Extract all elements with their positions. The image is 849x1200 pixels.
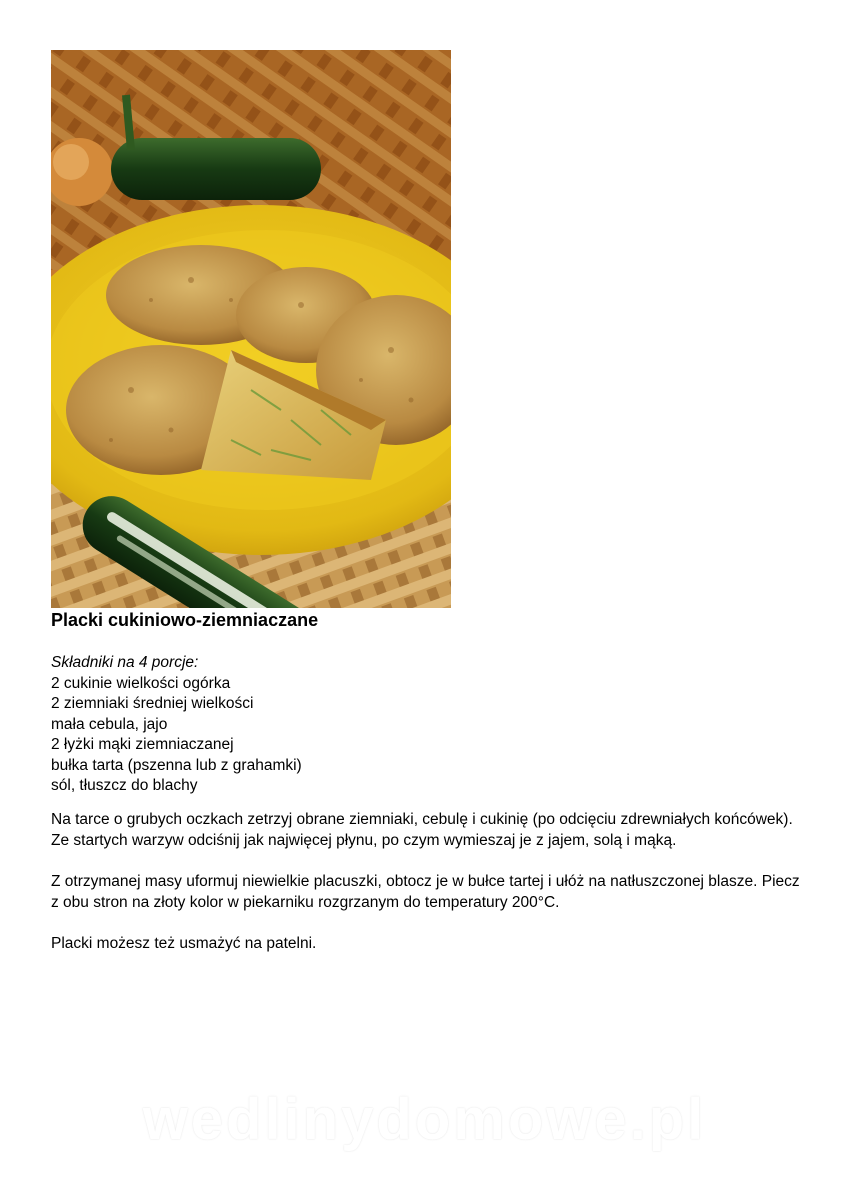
ingredient-item: sól, tłuszcz do blachy	[51, 777, 198, 794]
pancakes-photo-illustration	[51, 50, 451, 608]
ingredient-item: 2 łyżki mąki ziemniaczanej	[51, 736, 234, 753]
recipe-title: Placki cukiniowo-ziemniaczane	[51, 610, 319, 630]
preparation-steps	[51, 810, 801, 975]
watermark: wedlinydomowe.pl	[142, 1087, 707, 1152]
ingredients-list	[51, 653, 791, 797]
ingredient-item: bułka tarta (pszenna lub z grahamki)	[51, 756, 302, 774]
step-paragraph: Placki możesz też usmażyć na patelni.	[51, 935, 317, 953]
ingredients-heading: Składniki na 4 porcje:	[51, 654, 199, 671]
ingredient-item: mała cebula, jajo	[51, 715, 168, 733]
ingredient-item: 2 ziemniaki średniej wielkości	[51, 695, 254, 712]
recipe-photo	[51, 50, 451, 608]
step-paragraph: Na tarce o grubych oczkach zetrzyj obrane ziemniaki, cebulę i cukinię (po odcięciu zdrewniałych końcówek). Ze startych warzyw odciśnij jak najwięcej płynu, po czym wymieszaj je z jajem, solą i mąką.	[51, 811, 793, 849]
ingredient-item: 2 cukinie wielkości ogórka	[51, 674, 231, 692]
step-paragraph: Z otrzymanej masy uformuj niewielkie placuszki, obtocz je w bułce tartej i ułóż na natłuszczonej blasze. Piecz z obu stron na złoty kolor w piekarniku rozgrzanym do temperatury 200°C.	[51, 873, 800, 911]
